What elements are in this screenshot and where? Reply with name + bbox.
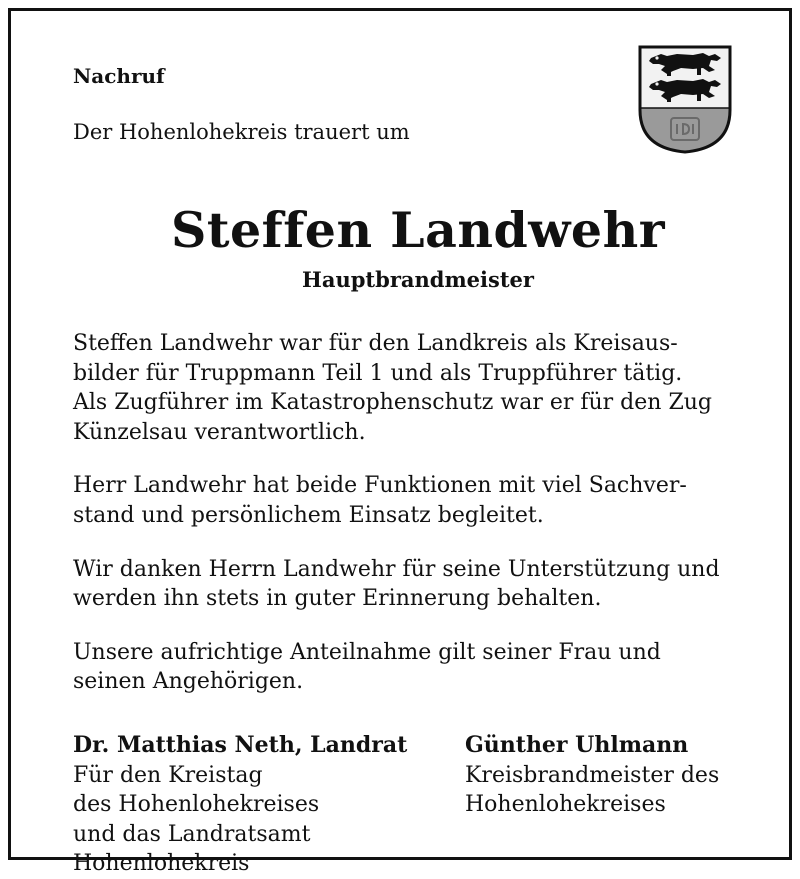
text-line: werden ihn stets in guter Erinnerung behalten.	[73, 586, 602, 612]
text-line: Wir danken Herrn Landwehr für seine Unterstützung und	[73, 556, 720, 582]
obituary-body	[73, 329, 763, 721]
signature-left	[73, 731, 407, 879]
signatory-line: und das Landratsamt	[73, 821, 311, 847]
crest-upper-field	[637, 44, 733, 108]
paragraph	[73, 555, 763, 614]
text-line: Unsere aufrichtige Anteilnahme gilt seiner Frau und	[73, 639, 661, 665]
intro-text: Der Hohenlohekreis trauert um	[73, 120, 410, 144]
text-line: Steffen Landwehr war für den Landkreis als Kreisaus-	[73, 331, 678, 356]
text-line: seinen Angehörigen.	[73, 669, 304, 695]
signature-right	[465, 731, 719, 820]
paragraph	[73, 471, 763, 530]
signatory-line: Kreisbrandmeister des	[465, 762, 720, 788]
text-line: bilder für Truppmann Teil 1 und als Truppführer tätig.	[73, 360, 683, 386]
signatory-line: des Hohenlohekreises	[73, 792, 320, 817]
paragraph	[73, 329, 763, 447]
paragraph	[73, 638, 763, 697]
signatory-name: Dr. Matthias Neth, Landrat	[73, 732, 408, 758]
deceased-rank: Hauptbrandmeister	[302, 267, 534, 292]
signatory-line: Für den Kreistag	[73, 762, 263, 788]
text-line: stand und persönlichem Einsatz begleitet.	[73, 502, 544, 528]
coat-of-arms-icon	[637, 44, 733, 154]
signatory-line: Hohenlohekreis	[73, 851, 250, 876]
text-line: Herr Landwehr hat beide Funktionen mit viel Sachver-	[73, 473, 687, 499]
text-line: Künzelsau verantwortlich.	[73, 419, 366, 445]
text-line: Als Zugführer im Katastrophenschutz war er für den Zug	[73, 390, 712, 416]
signatory-name: Günther Uhlmann	[465, 732, 689, 758]
notice-label: Nachruf	[73, 64, 165, 88]
crest-lower-field	[637, 108, 733, 154]
signatory-line: Hohenlohekreises	[465, 792, 666, 817]
deceased-name: Steffen Landwehr	[170, 201, 666, 259]
